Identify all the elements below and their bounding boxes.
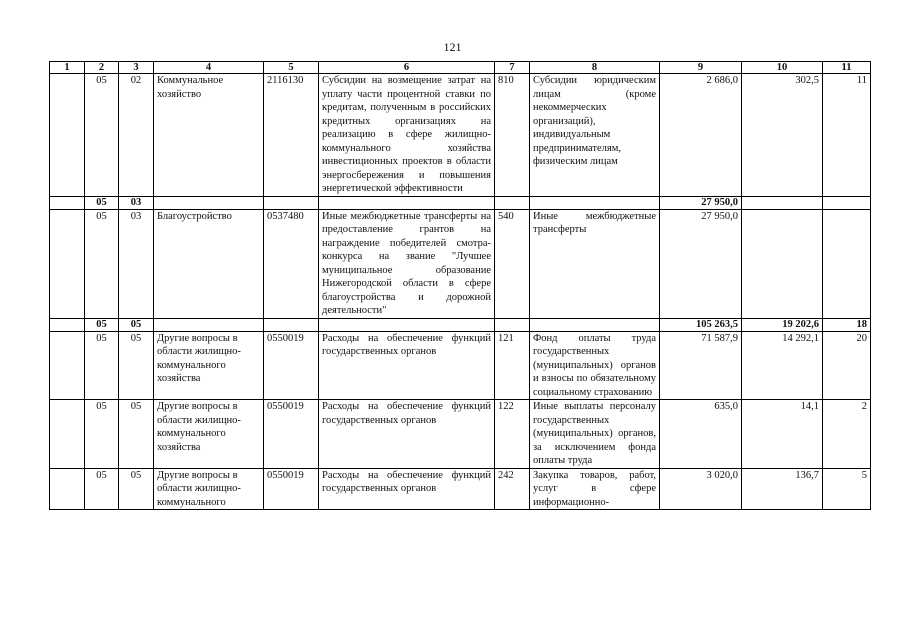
header-cell: 7 [495,62,530,74]
cell-target-code: 0550019 [264,400,319,469]
cell-col9: 105 263,5 [660,318,742,331]
header-cell: 5 [264,62,319,74]
subtotal-row [50,318,871,331]
cell-name: Благоустройство [154,209,264,318]
cell-section: 05 [85,318,119,331]
cell-expense-name: Иные выплаты персоналу государственных (муниципальных) органов, за исключением фонда оплаты труда [530,400,660,469]
cell-col1 [50,331,85,400]
table-row [50,400,871,469]
cell-target-name: Иные межбюджетные трансферты на предоставление грантов на награждение победителей смотра-конкурса на звание "Лучшее муниципальное образование Нижегородской области в сфере благоустройства и дорожной деятельности" [319,209,495,318]
cell-subsection: 02 [119,74,154,197]
cell-target-name: Расходы на обеспечение функций государственных органов [319,468,495,510]
header-cell: 8 [530,62,660,74]
cell-expense-code: 121 [495,331,530,400]
header-cell: 3 [119,62,154,74]
cell-col11: 18 [823,318,871,331]
cell-expense-code: 540 [495,209,530,318]
cell-subsection: 05 [119,468,154,510]
cell-col10: 136,7 [742,468,823,510]
cell-name: Коммунальное хозяйство [154,74,264,197]
cell-target-name [319,318,495,331]
cell-col9: 27 950,0 [660,209,742,318]
cell-col10: 302,5 [742,74,823,197]
cell-subsection: 05 [119,318,154,331]
cell-section: 05 [85,209,119,318]
cell-target-code: 0550019 [264,331,319,400]
cell-target-code: 0537480 [264,209,319,318]
subtotal-row [50,196,871,209]
table-row [50,209,871,318]
header-cell: 11 [823,62,871,74]
cell-col11: 20 [823,331,871,400]
cell-expense-name: Закупка товаров, работ, услуг в сфере информационно- [530,468,660,510]
table-row [50,331,871,400]
page-number: 121 [443,40,462,54]
cell-target-code [264,196,319,209]
cell-expense-name [530,318,660,331]
cell-col10 [742,209,823,318]
cell-name: Другие вопросы в области жилищно-коммунального [154,468,264,510]
header-cell: 9 [660,62,742,74]
cell-expense-code [495,196,530,209]
cell-col10: 14 292,1 [742,331,823,400]
budget-table [49,61,871,510]
cell-subsection: 03 [119,209,154,318]
cell-col9: 2 686,0 [660,74,742,197]
cell-target-code: 0550019 [264,468,319,510]
cell-col9: 635,0 [660,400,742,469]
cell-col11 [823,196,871,209]
cell-col11 [823,209,871,318]
cell-target-code: 2116130 [264,74,319,197]
cell-section: 05 [85,468,119,510]
header-cell: 1 [50,62,85,74]
cell-expense-code: 242 [495,468,530,510]
cell-col1 [50,196,85,209]
cell-expense-name: Фонд оплаты труда государственных (муниципальных) органов и взносы по обязательному социальному страхованию [530,331,660,400]
cell-col1 [50,74,85,197]
cell-col10 [742,196,823,209]
cell-subsection: 03 [119,196,154,209]
cell-col10: 14,1 [742,400,823,469]
header-cell: 4 [154,62,264,74]
cell-section: 05 [85,196,119,209]
cell-target-name: Субсидии на возмещение затрат на уплату части процентной ставки по кредитам, полученным в российских кредитных организациях на реализацию в сфере жилищно-коммунального хозяйства инвестиционных проектов в области энергосбережения и повышения энергетической эффективности [319,74,495,197]
header-cell: 2 [85,62,119,74]
cell-col1 [50,400,85,469]
cell-col11: 2 [823,400,871,469]
cell-expense-code [495,318,530,331]
cell-col1 [50,209,85,318]
header-cell: 10 [742,62,823,74]
cell-expense-code: 810 [495,74,530,197]
header-cell: 6 [319,62,495,74]
table-row [50,74,871,197]
cell-col9: 27 950,0 [660,196,742,209]
cell-col11: 5 [823,468,871,510]
cell-col9: 71 587,9 [660,331,742,400]
cell-section: 05 [85,74,119,197]
header-row [50,62,871,74]
cell-section: 05 [85,331,119,400]
cell-name: Другие вопросы в области жилищно-коммунального хозяйства [154,400,264,469]
cell-expense-name: Субсидии юридическим лицам (кроме некоммерческих организаций), индивидуальным предпринимателям, физическим лицам [530,74,660,197]
cell-section: 05 [85,400,119,469]
cell-expense-name [530,196,660,209]
cell-col1 [50,318,85,331]
cell-subsection: 05 [119,331,154,400]
cell-expense-code: 122 [495,400,530,469]
cell-name [154,318,264,331]
cell-name [154,196,264,209]
cell-target-name: Расходы на обеспечение функций государственных органов [319,331,495,400]
cell-name: Другие вопросы в области жилищно-коммунального хозяйства [154,331,264,400]
cell-col11: 11 [823,74,871,197]
table-row [50,468,871,510]
cell-subsection: 05 [119,400,154,469]
cell-target-name: Расходы на обеспечение функций государственных органов [319,400,495,469]
cell-target-code [264,318,319,331]
cell-col10: 19 202,6 [742,318,823,331]
cell-target-name [319,196,495,209]
cell-col1 [50,468,85,510]
cell-expense-name: Иные межбюджетные трансферты [530,209,660,318]
cell-col9: 3 020,0 [660,468,742,510]
